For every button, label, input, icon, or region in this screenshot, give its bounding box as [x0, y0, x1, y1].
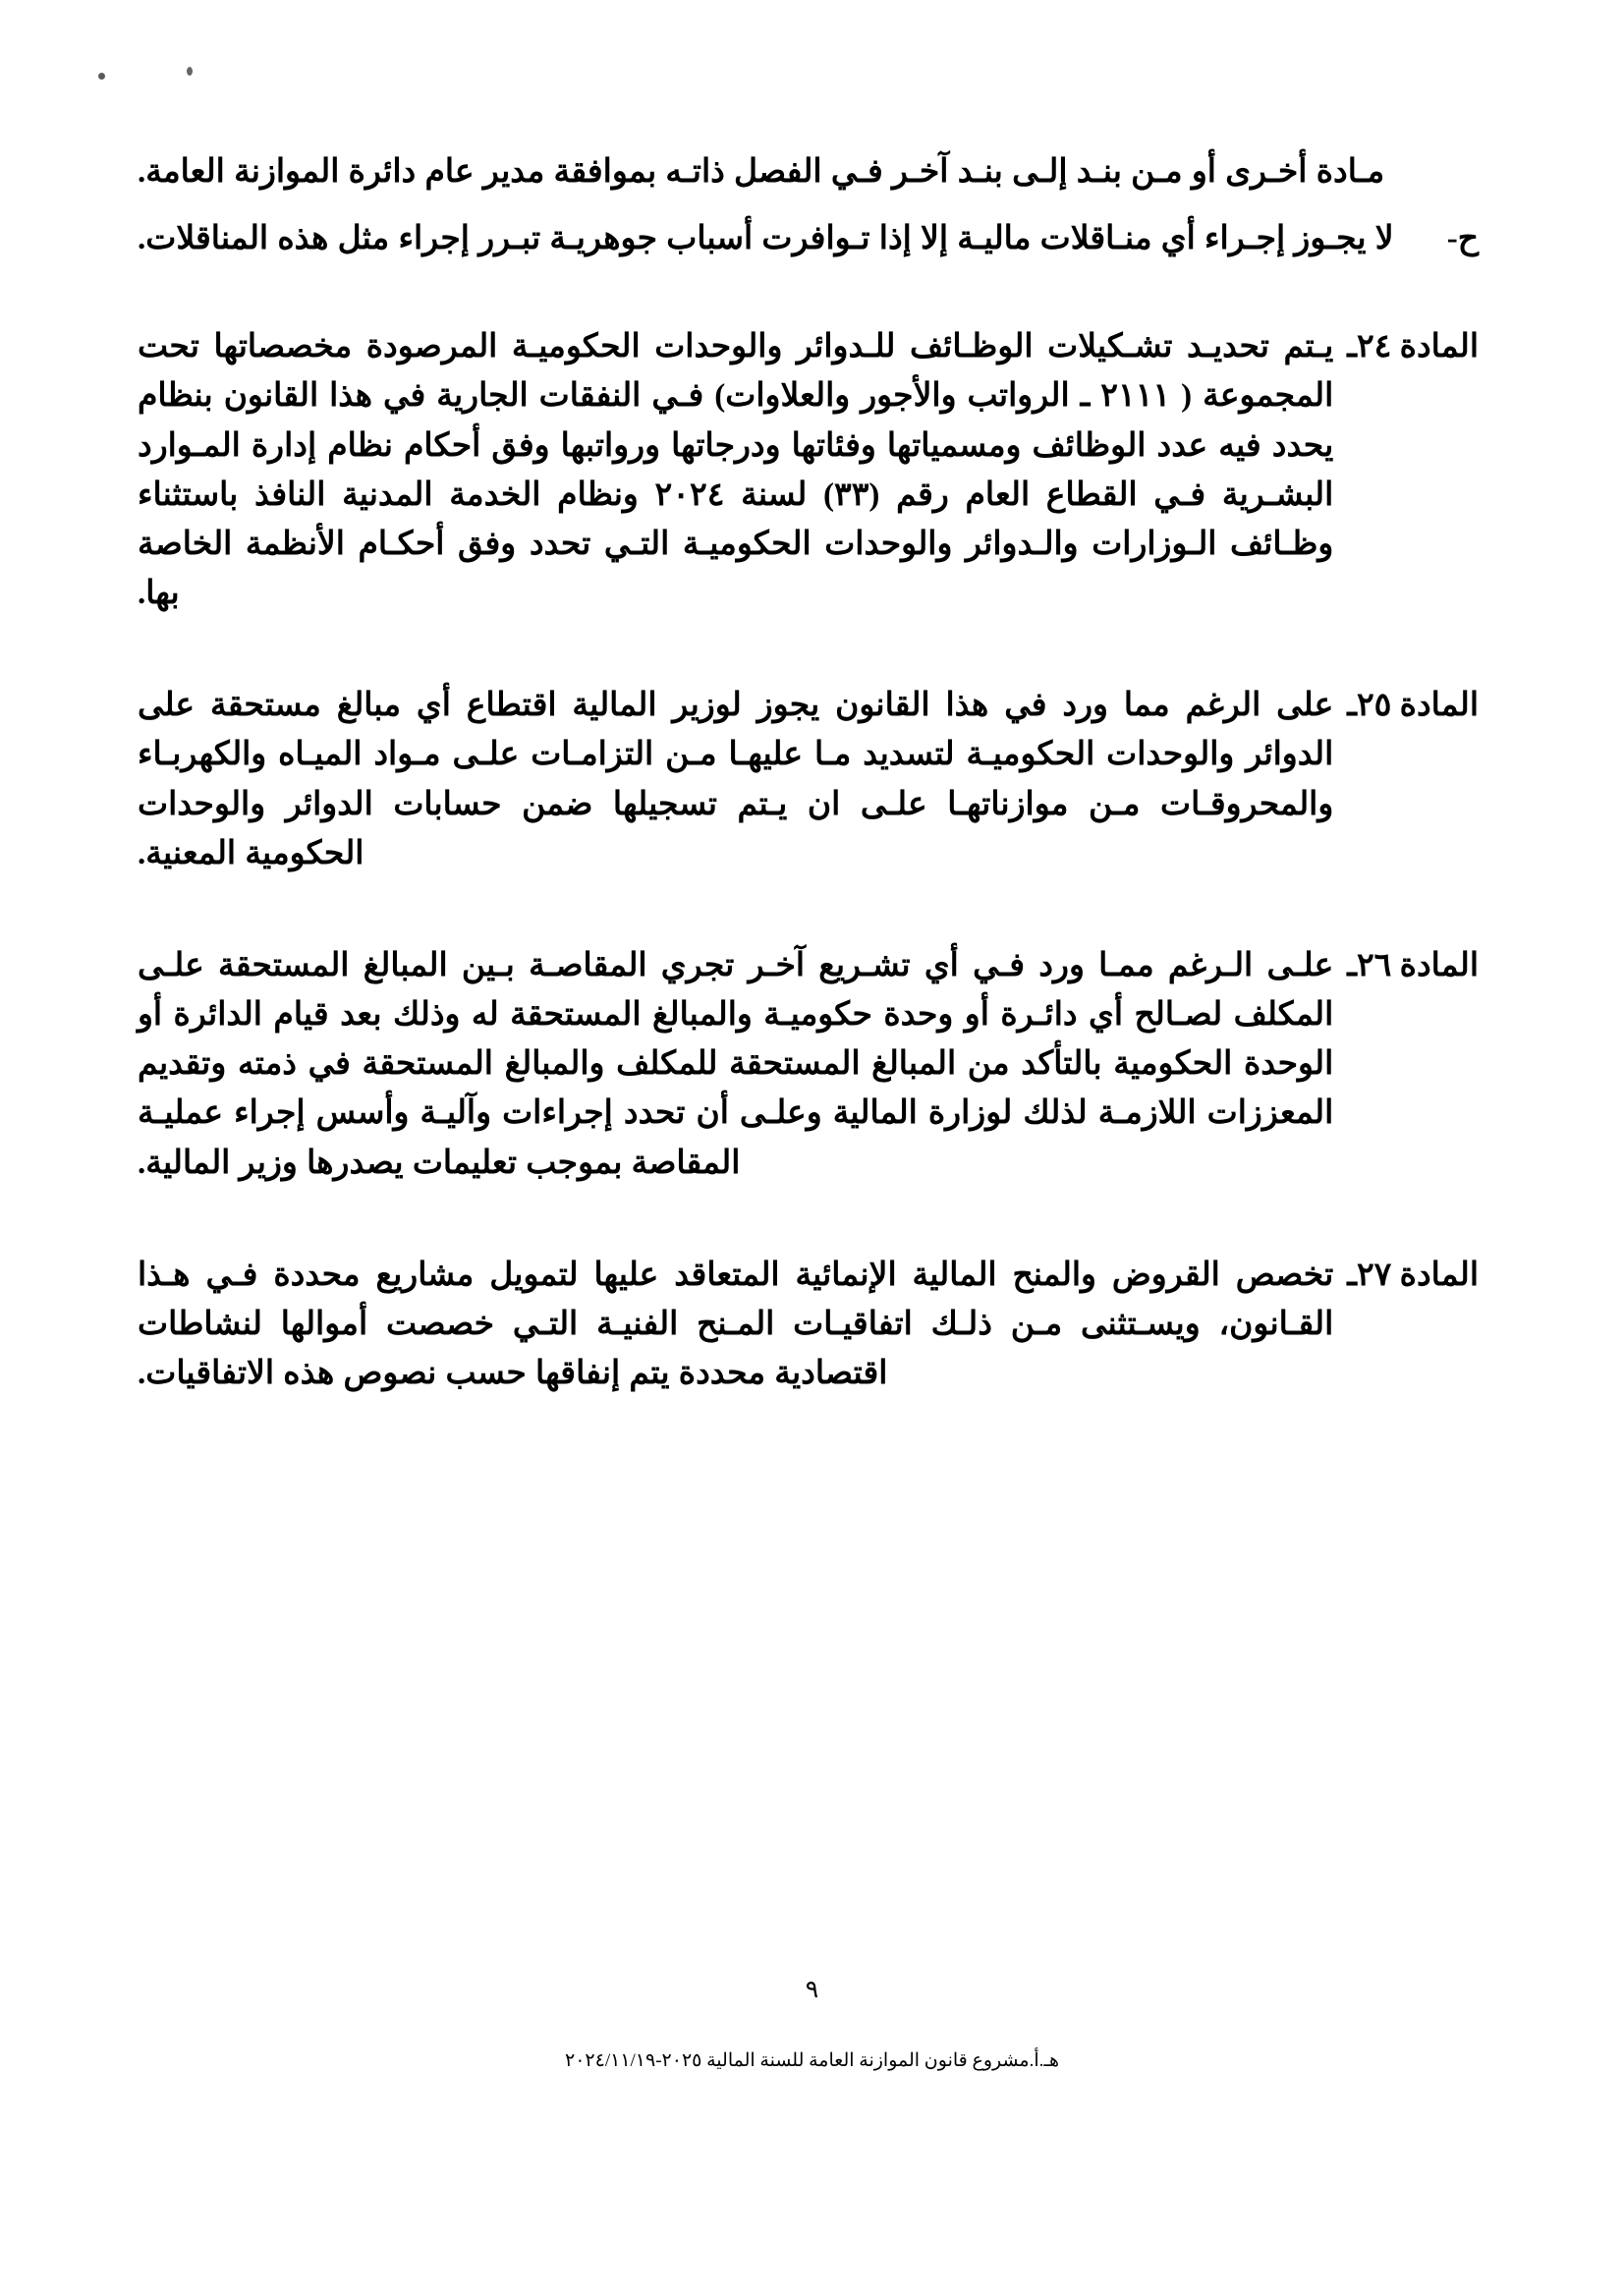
- clause-text: لا يجـوز إجـراء أي منـاقلات ماليـة إلا إذا تـوافرت أسباب جوهريـة تبـرر إجراء مثل هذه المناقلات.: [138, 221, 1394, 257]
- article-body: [138, 941, 1333, 1188]
- scan-speck-icon: [98, 73, 105, 80]
- article-text: علـى الـرغم ممـا ورد فـي أي تشـريع آخـر تجري المقاصـة بـين المبالغ المستحقة علـى المكلف لصـالح أي دائـرة أو وحدة حكوميـة والمبالغ المستحقة له وذلك بعد قيام الدائرة أو الوحدة الحكومية بالتأكد من المبالغ المستحقة للمكلف والمبالغ المستحقة في ذمته وتقديم المعززات اللازمـة لذلك لوزارة المالية وعلـى أن تحدد إجراءات وآليـة وأسس إجراء عمليـة المقاصة بموجب تعليمات يصدرها وزير المالية.: [138, 947, 1334, 1181]
- article-text: يـتم تحديـد تشـكيلات الوظـائف للـدوائر والوحدات الحكوميـة المرصودة مخصصاتها تحت المجموعة ( ٢١١١ ـ الرواتب والأجور والعلاوات) فـي النفقات الجارية في هذا القانون بنظام يحدد فيه عدد الوظائف ومسمياتها وفئاتها ودرجاتها ورواتبها وفق أحكام نظام إدارة المـوارد البشـرية فـي القطاع العام رقم (٣٣) لسنة ٢٠٢٤ ونظام الخدمة المدنية النافذ باستثناء وظـائف الـوزارات والـدوائر والوحدات الحكوميـة التـي تحدد وفق أحكـام الأنظمة الخاصة بها.: [138, 329, 1334, 612]
- spacer: [138, 878, 1479, 941]
- spacer: [138, 1188, 1479, 1251]
- page-content: [138, 147, 1479, 1398]
- spacer: [138, 263, 1479, 322]
- article-24: [138, 322, 1479, 618]
- article-body: [138, 322, 1333, 618]
- article-body: [138, 681, 1333, 878]
- scan-speck-icon: [187, 67, 193, 76]
- page-number: ٩: [805, 1977, 819, 2003]
- clause-body: [138, 214, 1435, 263]
- article-26: [138, 941, 1479, 1188]
- article-label: المادة ٢٥ـ: [1347, 688, 1479, 724]
- spacer: [138, 196, 1479, 214]
- article-body: [138, 1251, 1333, 1398]
- article-text: تخصص القروض والمنح المالية الإنمائية المتعاقد عليها لتمويل مشاريع محددة فـي هـذا القـانون، ويسـتثنى مـن ذلـك اتفاقيـات المـنح الفنيـة التـي خصصت أموالها لنشاطات اقتصادية محددة يتم إنفاقها حسب نصوص هذه الاتفاقيات.: [138, 1257, 1334, 1391]
- article-label: المادة ٢٧ـ: [1347, 1257, 1479, 1293]
- article-27: [138, 1251, 1479, 1398]
- continued-paragraph: مـادة أخـرى أو مـن بنـد إلـى بنـد آخـر فـي الفصل ذاتـه بموافقة مدير عام دائرة الموازنة العامة.: [138, 154, 1385, 190]
- article-label: المادة ٢٤ـ: [1347, 329, 1479, 365]
- spacer: [138, 618, 1479, 681]
- clause-haa: [138, 214, 1479, 263]
- article-label: المادة ٢٦ـ: [1347, 947, 1479, 983]
- clause-marker: ح-: [1446, 221, 1479, 257]
- footer-note: هـ.أ.مشروع قانون الموازنة العامة للسنة المالية ٢٠٢٥-٢٠٢٤/١١/١٩: [565, 2050, 1059, 2071]
- continued-paragraph-block: [138, 147, 1479, 196]
- article-text: على الرغم مما ورد في هذا القانون يجوز لوزير المالية اقتطاع أي مبالغ مستحقة على الدوائر والوحدات الحكوميـة لتسديد مـا عليهـا مـن التزامـات علـى مـواد الميـاه والكهربـاء والمحروقـات مـن موازناتهـا علـى ان يـتم تسجيلها ضمن حسابات الدوائر والوحدات الحكومية المعنية.: [138, 688, 1334, 871]
- article-25: [138, 681, 1479, 878]
